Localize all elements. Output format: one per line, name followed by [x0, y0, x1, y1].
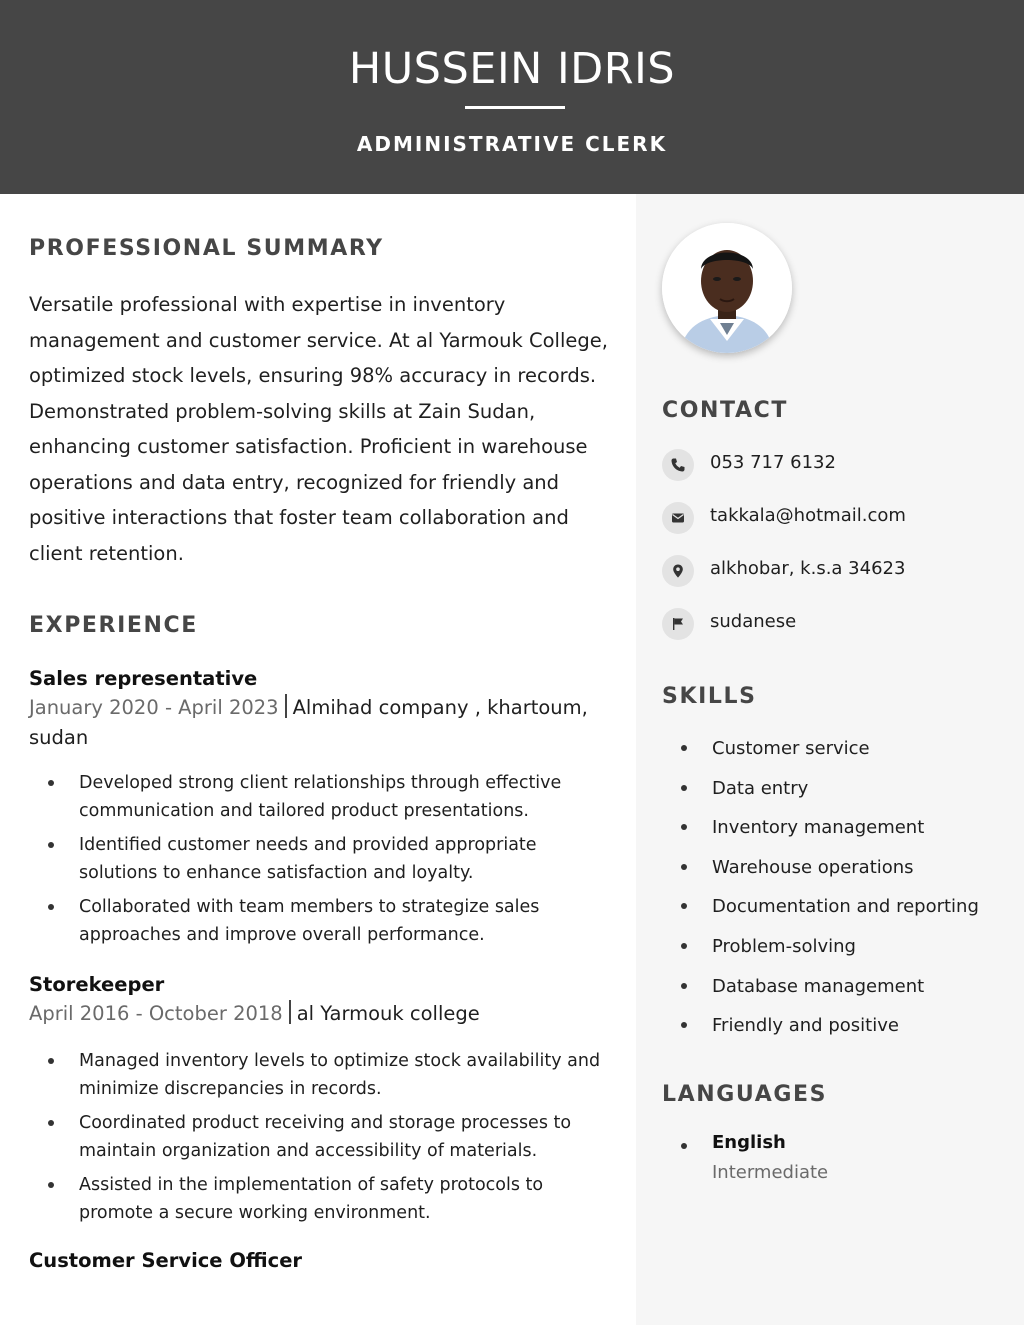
skill-item: [662, 930, 979, 970]
languages-heading: LANGUAGES: [662, 1082, 828, 1107]
job-bullet: [29, 831, 609, 887]
job-company: al Yarmouk college: [296, 1002, 480, 1025]
skill-item: [662, 890, 979, 930]
flag-icon: [662, 608, 694, 640]
job-entry: [29, 971, 609, 1233]
skill-item: [662, 1009, 979, 1049]
skill-label: Database management: [712, 975, 925, 997]
skill-item: [662, 811, 979, 851]
bullet-dot: [48, 780, 54, 786]
bullet-text: Collaborated with team members to strategize sales approaches and improve overall performance.: [79, 897, 540, 945]
skill-label: Documentation and reporting: [712, 896, 979, 918]
bullet-dot: [48, 904, 54, 910]
job-dates: April 2016 - October 2018: [29, 1002, 283, 1025]
skill-label: Warehouse operations: [712, 856, 914, 878]
skill-item: [662, 970, 979, 1010]
phone-number[interactable]: 053 717 6132: [710, 452, 836, 473]
job-bullet: [29, 1171, 609, 1227]
skill-label: Friendly and positive: [712, 1015, 899, 1037]
profile-photo: [662, 223, 792, 353]
skill-label: Customer service: [712, 738, 870, 759]
email-address[interactable]: takkala@hotmail.com: [710, 505, 906, 526]
job-company: Almihad company , khartoum, sudan: [29, 696, 588, 749]
job-role: Storekeeper: [29, 973, 165, 996]
job-bullet: [29, 893, 609, 949]
contact-heading: CONTACT: [662, 398, 788, 423]
skill-label: Inventory management: [712, 817, 925, 839]
job-dates: January 2020 - April 2023: [29, 696, 279, 719]
bullet-dot: [681, 824, 687, 830]
bullet-dot: [48, 842, 54, 848]
bullet-dot: [681, 983, 687, 989]
job-role: Customer Service Officer: [29, 1249, 303, 1272]
job-entry: [29, 1247, 609, 1275]
job-role: Sales representative: [29, 667, 258, 690]
skill-item: [662, 732, 979, 772]
skills-list: [662, 732, 979, 1049]
summary-text: Versatile professional with expertise in inventory management and customer service. At al Yarmouk College, optimized stock levels, ensuring 98% accuracy in records. Demonstrated problem-solving skills at Zain Sudan, enhancing customer satisfaction. Proficient in warehouse operations and data entry, recognized for friendly and positive interactions that foster team collaboration and client retention.: [29, 293, 608, 565]
header-divider: [465, 106, 565, 109]
resume-header: [0, 0, 1024, 194]
language-level: Intermediate: [712, 1162, 829, 1183]
phone-icon: [662, 449, 694, 481]
bullet-dot: [681, 745, 687, 751]
bullet-text: Coordinated product receiving and storage processes to maintain organization and accessibility of materials.: [79, 1113, 572, 1161]
bullet-text: Assisted in the implementation of safety protocols to promote a secure working environment.: [79, 1175, 544, 1223]
avatar-portrait: [662, 223, 792, 353]
job-meta: [29, 693, 609, 753]
job-bullet: [29, 1109, 609, 1165]
skill-label: Problem-solving: [712, 935, 856, 957]
job-meta: [29, 999, 609, 1029]
bullet-dot: [681, 943, 687, 949]
nationality: sudanese: [710, 611, 797, 632]
experience-heading: EXPERIENCE: [29, 613, 198, 638]
job-bullets: [29, 769, 609, 949]
job-bullet: [29, 769, 609, 825]
candidate-job-title: ADMINISTRATIVE CLERK: [356, 132, 668, 156]
bullet-dot: [681, 785, 687, 791]
job-bullet: [29, 1047, 609, 1103]
skill-item: [662, 772, 979, 812]
bullet-text: Managed inventory levels to optimize stock availability and minimize discrepancies in records.: [79, 1051, 601, 1099]
bullet-dot: [681, 1143, 687, 1149]
bullet-text: Developed strong client relationships through effective communication and tailored product presentations.: [79, 773, 562, 821]
candidate-name: HUSSEIN IDRIS: [348, 44, 676, 94]
skill-label: Data entry: [712, 777, 809, 799]
skill-item: [662, 851, 979, 891]
skills-heading: SKILLS: [662, 684, 757, 709]
bullet-dot: [48, 1058, 54, 1064]
summary-heading: PROFESSIONAL SUMMARY: [29, 236, 384, 261]
bullet-dot: [48, 1120, 54, 1126]
job-separator: [285, 694, 287, 718]
email-icon: [662, 502, 694, 534]
job-separator: [289, 1000, 291, 1024]
job-entry: [29, 665, 609, 955]
address: alkhobar, k.s.a 34623: [710, 558, 906, 579]
language-name: English: [712, 1132, 786, 1153]
bullet-dot: [681, 1022, 687, 1028]
bullet-dot: [681, 903, 687, 909]
bullet-dot: [48, 1182, 54, 1188]
bullet-dot: [681, 864, 687, 870]
location-pin-icon: [662, 555, 694, 587]
bullet-text: Identified customer needs and provided appropriate solutions to enhance satisfaction and loyalty.: [79, 835, 537, 883]
job-bullets: [29, 1047, 609, 1227]
